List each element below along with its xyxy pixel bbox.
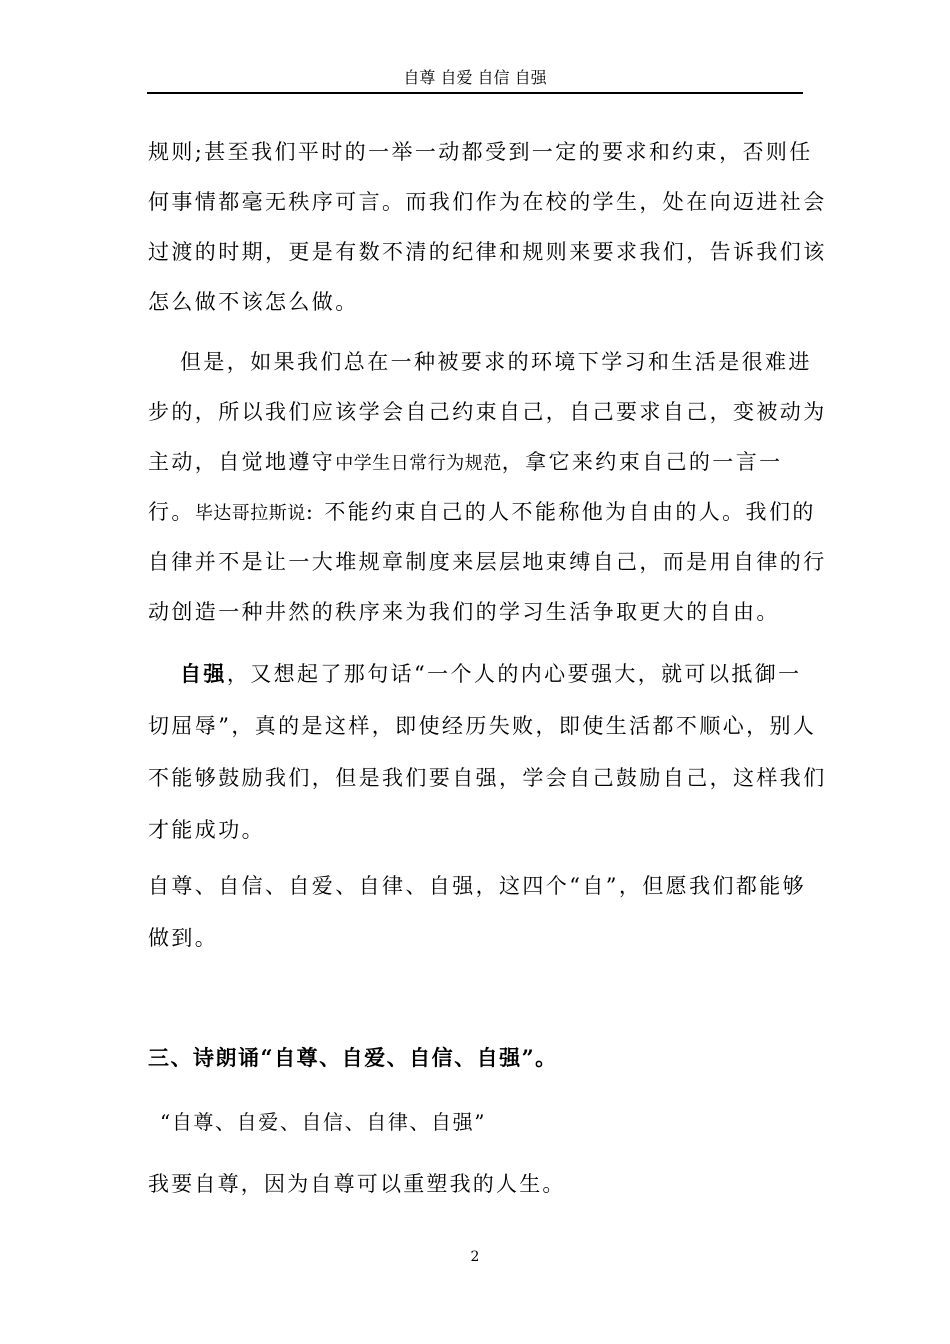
paragraph-self-strength: [148, 656, 827, 848]
text-segment: ，又想起了那句话“一个人的内心要强大，就可以抵御一: [226, 662, 802, 686]
bold-keyword: 自强: [180, 661, 227, 686]
text-line: 过渡的时期，更是有数不清的纪律和规则来要求我们，告诉我们该: [148, 240, 827, 264]
text-segment: 主动，自觉地遵守: [148, 450, 336, 474]
page-header: 自尊 自爱 自信 自强: [147, 64, 803, 94]
text-line: 不能够鼓励我们，但是我们要自强，学会自己鼓励自己，这样我们: [148, 766, 827, 790]
text-line: 动创造一种井然的秩序来为我们的学习生活争取更大的自由。: [148, 600, 780, 624]
text-line: [148, 444, 827, 480]
text-line: 怎么做不该怎么做。: [148, 290, 359, 314]
text-line: 何事情都毫无秩序可言。而我们作为在校的学生，处在向迈进社会: [148, 190, 827, 214]
text-segment: : 不能约束自己的人不能称他为自由的人。我们的: [305, 500, 816, 524]
text-segment-small: 中学生日常行为规范: [335, 453, 502, 474]
text-line: 才能成功。: [148, 818, 265, 842]
text-line: 切屈辱”，真的是这样，即使经历失败，即使生活都不顺心，别人: [148, 714, 817, 738]
text-segment-small: 毕达哥拉斯说: [194, 503, 306, 524]
poem-line: 我要自尊，因为自尊可以重塑我的人生。: [148, 1172, 566, 1196]
text-line: [148, 656, 827, 692]
text-line: 但是，如果我们总在一种被要求的环境下学习和生活是很难进: [180, 350, 812, 374]
text-segment: 行。: [148, 500, 195, 524]
text-line: 做到。: [148, 926, 219, 950]
section-heading: 三、诗朗诵“自尊、自爱、自信、自强”。: [148, 1045, 558, 1070]
text-segment: ，拿它来约束自己的一言一: [501, 450, 783, 474]
text-line: 自尊、自信、自爱、自律、自强，这四个“自”，但愿我们都能够: [148, 874, 807, 898]
paragraph-rules: [148, 134, 827, 320]
text-line: 自律并不是让一大堆规章制度来层层地束缚自己，而是用自律的行: [148, 550, 827, 574]
page-number: 2: [470, 1249, 480, 1265]
paragraph-summary: [148, 868, 806, 956]
text-line: 步的，所以我们应该学会自己约束自己，自己要求自己，变被动为: [148, 400, 827, 424]
text-line: [148, 494, 827, 530]
paragraph-self-discipline: [148, 344, 827, 630]
poem-title: “自尊、自爱、自信、自律、自强”: [160, 1110, 487, 1134]
text-line: 规则;甚至我们平时的一举一动都受到一定的要求和约束，否则任: [148, 140, 813, 164]
